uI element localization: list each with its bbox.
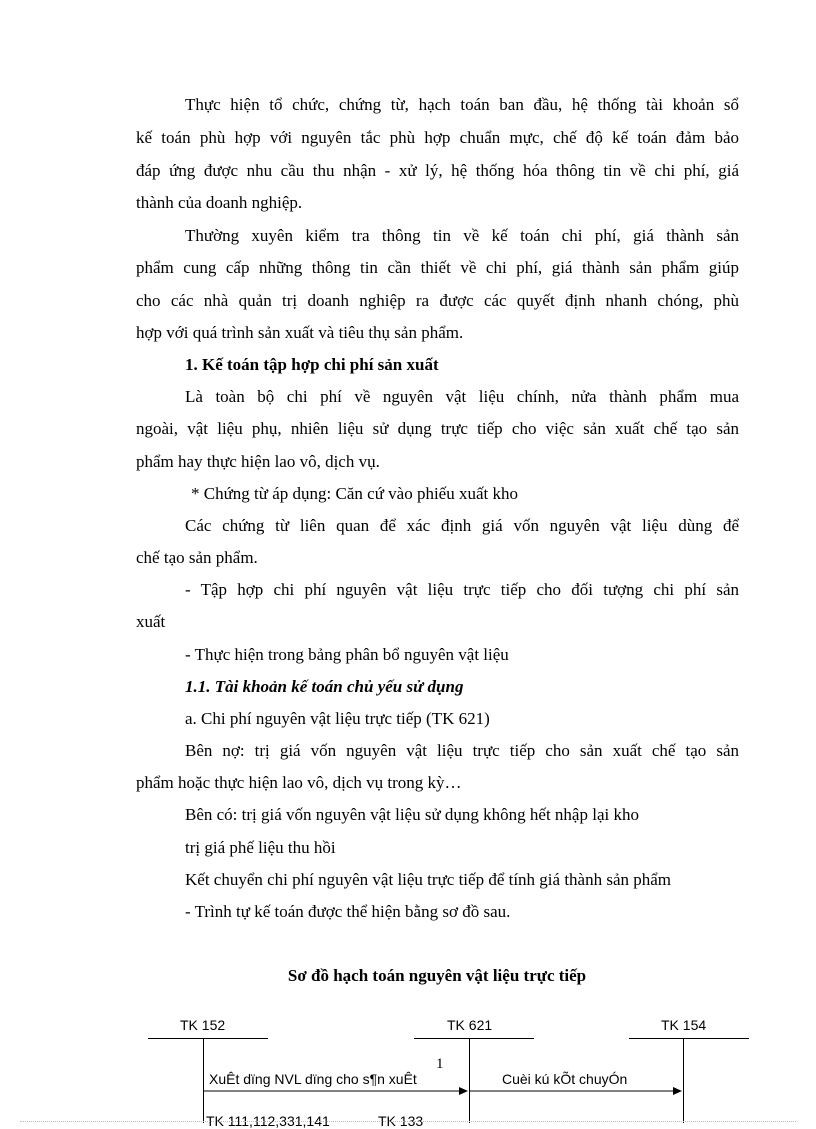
paragraph-line: a. Chi phí nguyên vật liệu trực tiếp (TK 621) [185, 709, 490, 728]
account-label-tk621: TK 621 [447, 1017, 493, 1033]
arrow-label-period-transfer: Cuèi kú kÕt chuyÓn [502, 1071, 628, 1087]
paragraph-line: xuất [136, 612, 166, 631]
page-break-dotted-line [20, 1121, 796, 1122]
paragraph-line: Bên có: trị giá vốn nguyên vật liệu sử dụng không hết nhập lại kho [185, 805, 639, 824]
paragraph-line: hợp với quá trình sản xuất và tiêu thụ sản phẩm. [136, 323, 464, 342]
step-number: 1 [436, 1056, 444, 1072]
paragraph-line: ngoài, vật liệu phụ, nhiên liệu sử dụng trực tiếp cho việc sản xuất chế tạo sản [136, 419, 739, 438]
paragraph-line: đáp ứng được nhu cầu thu nhận - xử lý, hệ thống hóa thông tin về chi phí, giá [136, 161, 739, 180]
account-label-tk133: TK 133 [378, 1113, 424, 1129]
account-label-cash-accounts: TK 111,112,331,141 [206, 1113, 330, 1129]
paragraph-line: cho các nhà quản trị doanh nghiệp ra được các quyết định nhanh chóng, phù [136, 291, 739, 310]
paragraph-line: kế toán phù hợp với nguyên tắc phù hợp chuẩn mực, chế độ kế toán đảm bảo [136, 128, 739, 147]
account-label-tk152: TK 152 [180, 1017, 226, 1033]
paragraph-line: trị giá phế liệu thu hồi [185, 838, 336, 857]
subsection-heading: 1.1. Tài khoản kế toán chủ yếu sử dụng [185, 677, 464, 696]
paragraph-line: phẩm hay thực hiện lao vô, dịch vụ. [136, 452, 380, 471]
paragraph-line: Các chứng từ liên quan để xác định giá vốn nguyên vật liệu dùng để [185, 516, 739, 535]
accounting-diagram [0, 1000, 816, 1129]
paragraph-line: Kết chuyển chi phí nguyên vật liệu trực tiếp để tính giá thành sản phẩm [185, 870, 672, 889]
paragraph-line: * Chứng từ áp dụng: Căn cứ vào phiếu xuất kho [191, 484, 518, 503]
arrowhead-icon [459, 1087, 468, 1095]
paragraph-line: chế tạo sản phẩm. [136, 548, 258, 567]
paragraph-line: phẩm hoặc thực hiện lao vô, dịch vụ trong kỳ… [136, 773, 462, 792]
paragraph-line: Thực hiện tổ chức, chứng từ, hạch toán ban đầu, hệ thống tài khoản sổ [185, 95, 739, 114]
paragraph-line: - Trình tự kế toán được thể hiện bằng sơ đồ sau. [185, 902, 511, 921]
diagram-arrows [0, 1000, 816, 1123]
diagram-title: Sơ đồ hạch toán nguyên vật liệu trực tiếp [287, 966, 587, 985]
paragraph-line: - Tập hợp chi phí nguyên vật liệu trực tiếp cho đối tượng chi phí sản [185, 580, 739, 599]
paragraph-line: Bên nợ: trị giá vốn nguyên vật liệu trực tiếp cho sản xuất chế tạo sản [185, 741, 739, 760]
account-label-tk154: TK 154 [661, 1017, 707, 1033]
paragraph-line: - Thực hiện trong bảng phân bổ nguyên vật liệu [185, 645, 509, 664]
paragraph-line: Là toàn bộ chi phí về nguyên vật liệu chính, nửa thành phẩm mua [185, 387, 739, 406]
arrow-label-issue-materials: XuÊt dïng NVL dïng cho s¶n xuÊt [209, 1071, 417, 1087]
arrowhead-icon [673, 1087, 682, 1095]
paragraph-line: phẩm cung cấp những thông tin cần thiết về chi phí, giá thành sản phẩm giúp [136, 258, 739, 277]
paragraph-line: thành của doanh nghiệp. [136, 193, 303, 212]
section-heading: 1. Kế toán tập hợp chi phí sản xuất [185, 355, 439, 374]
paragraph-line: Thường xuyên kiểm tra thông tin về kế toán chi phí, giá thành sản [185, 226, 739, 245]
